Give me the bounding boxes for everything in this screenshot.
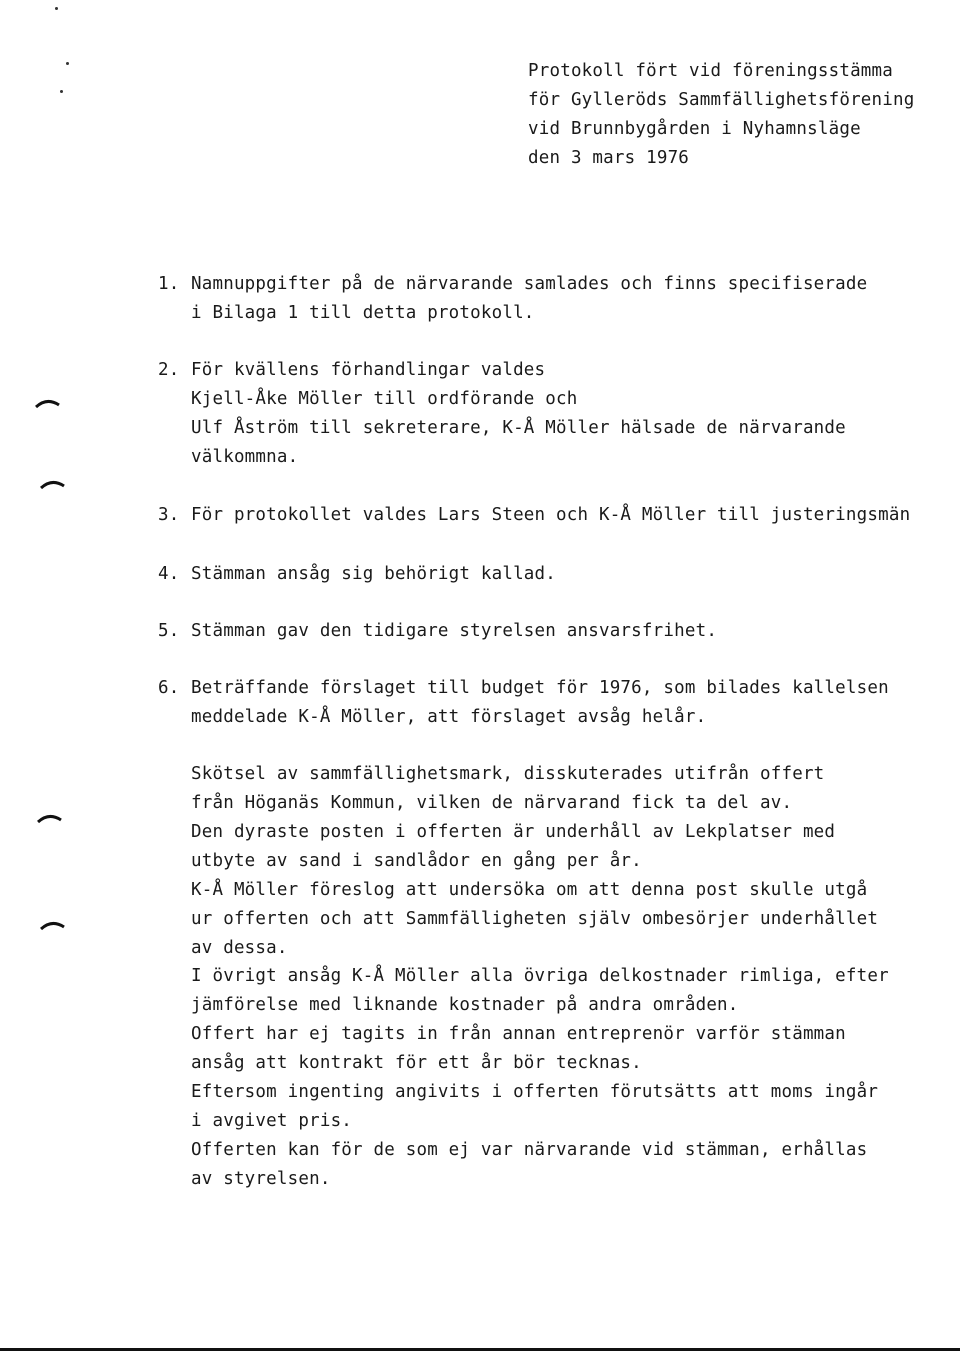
- item-3-line-1: För protokollet valdes Lars Steen och K-Å Möller till justeringsmän: [191, 505, 911, 525]
- item-6-line-1: Beträffande förslaget till budget för 1976, som bilades kallelsen: [191, 678, 889, 698]
- body-line-15: av styrelsen.: [191, 1169, 331, 1189]
- body-line-3: Den dyraste posten i offerten är underhåll av Lekplatser med: [191, 822, 836, 842]
- item-number-6: 6.: [158, 678, 180, 698]
- item-2-line-4: välkommna.: [191, 447, 299, 467]
- margin-caret-mark: [40, 478, 66, 490]
- header-line-4: den 3 mars 1976: [528, 148, 690, 168]
- scan-speck: [55, 7, 58, 10]
- scan-speck: [60, 90, 63, 93]
- item-1-line-1: Namnuppgifter på de närvarande samlades och finns specifiserade: [191, 274, 868, 294]
- header-line-3: vid Brunnbygården i Nyhamnsläge: [528, 119, 861, 139]
- body-line-8: I övrigt ansåg K-Å Möller alla övriga delkostnader rimliga, efter: [191, 966, 889, 986]
- item-2-line-2: Kjell-Åke Möller till ordförande och: [191, 389, 578, 409]
- item-2-line-3: Ulf Åström till sekreterare, K-Å Möller hälsade de närvarande: [191, 418, 846, 438]
- body-line-5: K-Å Möller föreslog att undersöka om att denna post skulle utgå: [191, 880, 868, 900]
- body-line-9: jämförelse med liknande kostnader på andra områden.: [191, 995, 739, 1015]
- item-number-2: 2.: [158, 360, 180, 380]
- body-line-12: Eftersom ingenting angivits i offerten förutsätts att moms ingår: [191, 1082, 879, 1102]
- body-line-11: ansåg att kontrakt för ett år bör tecknas.: [191, 1053, 642, 1073]
- body-line-4: utbyte av sand i sandlådor en gång per år.: [191, 851, 642, 871]
- body-line-7: av dessa.: [191, 938, 288, 958]
- header-line-1: Protokoll fört vid föreningsstämma: [528, 61, 894, 81]
- margin-caret-mark: [37, 812, 63, 824]
- margin-caret-mark: [40, 919, 66, 931]
- bottom-rule: [0, 1348, 960, 1351]
- item-2-line-1: För kvällens förhandlingar valdes: [191, 360, 546, 380]
- item-number-1: 1.: [158, 274, 180, 294]
- item-6-line-2: meddelade K-Å Möller, att förslaget avsåg helår.: [191, 707, 707, 727]
- item-4-line-1: Stämman ansåg sig behörigt kallad.: [191, 564, 557, 584]
- item-number-4: 4.: [158, 564, 180, 584]
- item-1-line-2: i Bilaga 1 till detta protokoll.: [191, 303, 535, 323]
- body-line-6: ur offerten och att Sammfälligheten själv ombesörjer underhållet: [191, 909, 879, 929]
- item-number-3: 3.: [158, 505, 180, 525]
- scan-speck: [66, 62, 69, 65]
- body-line-10: Offert har ej tagits in från annan entreprenör varför stämman: [191, 1024, 846, 1044]
- body-line-1: Skötsel av sammfällighetsmark, disskuterades utifrån offert: [191, 764, 825, 784]
- header-line-2: för Gylleröds Sammfällighetsförening: [528, 90, 915, 110]
- body-line-13: i avgivet pris.: [191, 1111, 353, 1131]
- body-line-2: från Höganäs Kommun, vilken de närvarand fick ta del av.: [191, 793, 793, 813]
- item-number-5: 5.: [158, 621, 180, 641]
- body-line-14: Offerten kan för de som ej var närvarande vid stämman, erhållas: [191, 1140, 868, 1160]
- item-5-line-1: Stämman gav den tidigare styrelsen ansvarsfrihet.: [191, 621, 718, 641]
- margin-caret-mark: [35, 397, 61, 409]
